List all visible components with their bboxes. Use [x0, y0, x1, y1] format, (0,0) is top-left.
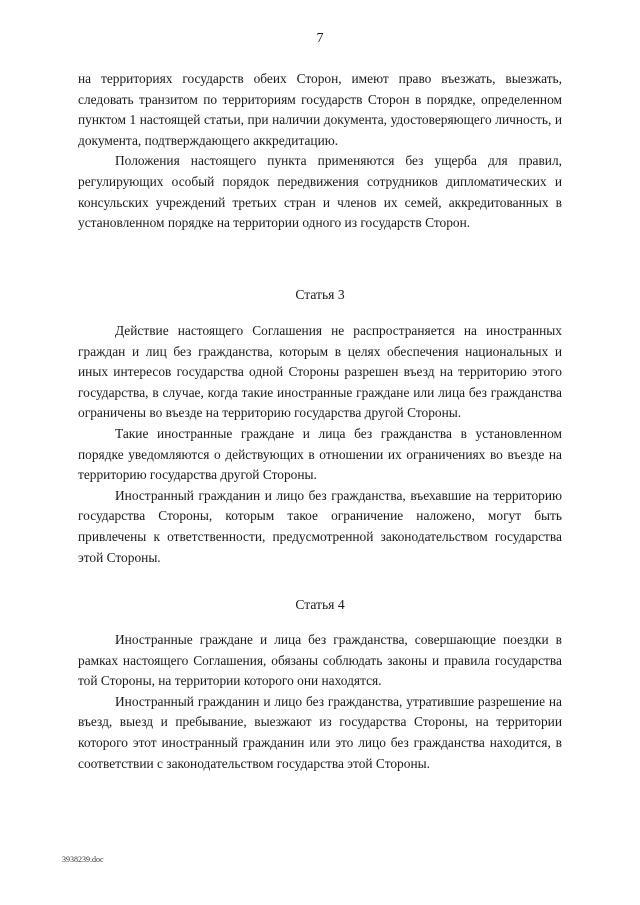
page-number: 7: [316, 31, 324, 46]
article-4-section: [78, 630, 562, 774]
article-3-paragraph-2: Такие иностранные граждане и лица без гражданства в установленном порядке уведомляются о действующих в отношении их ограничениях во въезде на территорию государства другой Стороны.: [78, 425, 562, 483]
continuation-paragraph-2: Положения настоящего пункта применяются без ущерба для правил, регулирующих особый порядок передвижения сотрудников дипломатических и консульских учреждений третьих стран и членов их семей, аккредитованных в установленном порядке на территории одного из государств Сторон.: [78, 153, 562, 231]
continuation-section: [78, 69, 562, 234]
article-4-paragraph-1: Иностранные граждане и лица без гражданства, совершающие поездки в рамках настоящего Соглашения, обязаны соблюдать законы и правила государства той Стороны, на территории которого они находятся.: [78, 632, 562, 689]
article-3-paragraph-3: Иностранный гражданин и лицо без гражданства, въехавшие на территорию государства Стороны, которым такое ограничение наложено, могут быть привлечены к ответственности, предусмотренной законодательством государства этой Стороны.: [78, 487, 562, 565]
article-4-paragraph-2: Иностранный гражданин и лицо без гражданства, утратившие разрешение на въезд, выезд и пребывание, выезжают из государства Стороны, на территории которого этот иностранный гражданин или это лицо без гражданства находится, в соответствии с законодательством государства этой Стороны.: [78, 693, 562, 771]
article-4-heading: Статья 4: [295, 597, 345, 612]
article-3-section: [78, 321, 562, 568]
article-3-heading: Статья 3: [295, 287, 345, 302]
article-3-paragraph-1: Действие настоящего Соглашения не распространяется на иностранных граждан и лиц без гражданства, которым в целях обеспечения национальных и иных интересов государства одной Стороны разрешен въезд на территорию этого государства, в случае, когда такие иностранные граждане или лица без гражданства ограничены во въезде на территорию государства другой Стороны.: [78, 323, 562, 421]
continuation-paragraph-1: на территориях государств обеих Сторон, имеют право въезжать, выезжать, следовать транзитом по территориям государств Сторон в порядке, определенном пунктом 1 настоящей статьи, при наличии документа, удостоверяющего личность, и документа, подтверждающего аккредитацию.: [78, 71, 562, 148]
footer-filename: 3938239.doc: [62, 855, 104, 864]
